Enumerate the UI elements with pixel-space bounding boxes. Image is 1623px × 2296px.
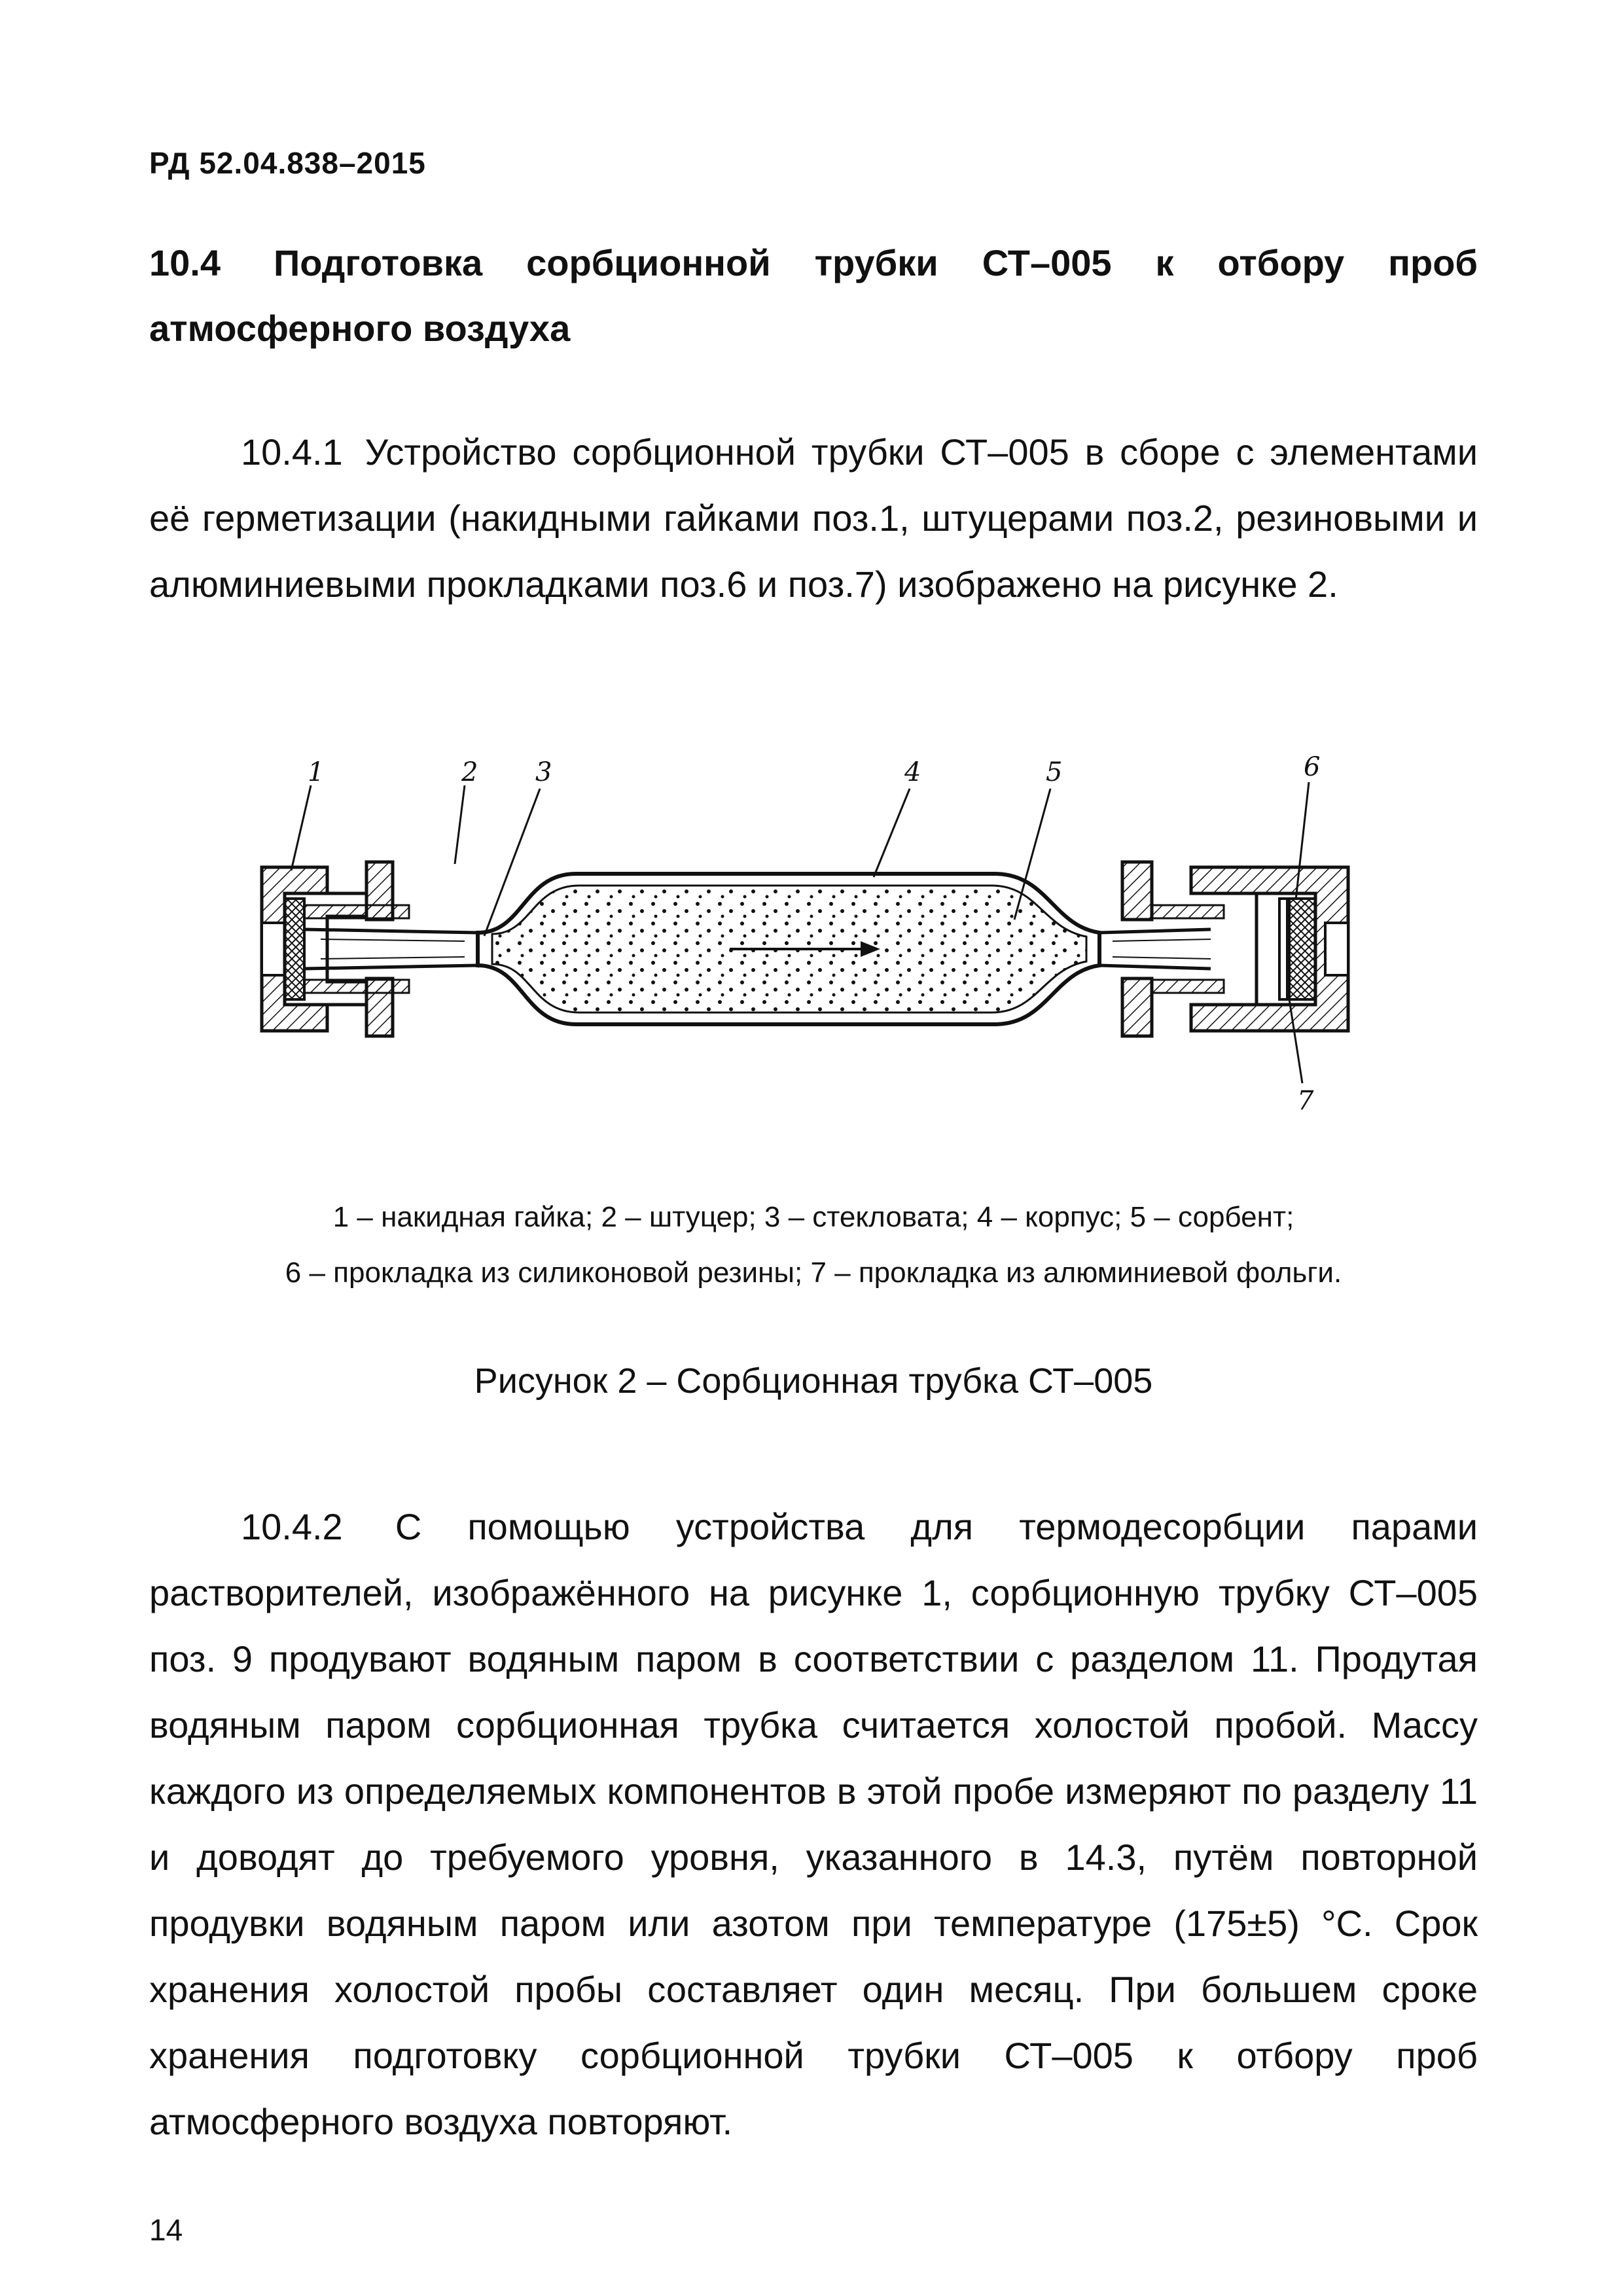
section-number: 10.4 xyxy=(149,242,221,283)
figure-label-5: 5 xyxy=(1046,757,1063,787)
left-cap-nut xyxy=(262,867,366,1031)
paragraph-text: С помощью устройства для термодесорбции парами растворителей, изображённого на рисунке 1, сорбционную трубку СТ–005 поз. 9 продувают водяным паром в соответствии с разделом 11. Продутая водяным паром сорбционная трубка считается холостой пробой. Массу каждого из определяемых компонентов в этой пробе измеряют по разделу 11 и доводят до требуемого уровня, указанного в 14.3, путём повторной продувки водяным паром или азотом при температуре (175±5) °С. Срок хранения холостой пробы составляет один месяц. При большем сроке хранения подготовку сорбционной трубки СТ–005 к отбору проб атмосферного воздуха повторяют. xyxy=(149,1506,1478,2142)
sorption-tube-drawing xyxy=(249,743,1361,1136)
figure-label-1: 1 xyxy=(308,757,325,787)
right-aluminum-gasket xyxy=(1279,899,1287,999)
right-neck-tube xyxy=(1099,929,1211,969)
figure-legend-line-1: 1 – накидная гайка; 2 – штуцер; 3 – стекловата; 4 – корпус; 5 – сорбент; xyxy=(332,1201,1294,1233)
page-number: 14 xyxy=(149,2213,183,2247)
paragraph-number: 10.4.1 xyxy=(241,431,343,473)
section-title-text: Подготовка сорбционной трубки СТ–005 к отбору проб атмосферного воздуха xyxy=(149,242,1478,349)
figure-title: Рисунок 2 – Сорбционная трубка СТ–005 xyxy=(474,1361,1153,1401)
document-code: РД 52.04.838–2015 xyxy=(149,146,426,180)
figure-label-7: 7 xyxy=(1297,1086,1314,1116)
paragraph-text: Устройство сорбционной трубки СТ–005 в сборе с элементами её герметизации (накидными гайками поз.1, штуцерами поз.2, резиновыми и алюминиевыми прокладками поз.6 и поз.7) изображено на рисунке 2. xyxy=(149,431,1478,605)
figure-legend-line-2: 6 – прокладка из силиконовой резины; 7 – прокладка из алюминиевой фольги. xyxy=(285,1257,1342,1289)
figure-label-4: 4 xyxy=(904,757,921,787)
right-silicone-gasket xyxy=(1289,899,1315,999)
section-heading xyxy=(149,230,1478,361)
figure-label-2: 2 xyxy=(461,757,478,787)
figure-label-3: 3 xyxy=(535,757,552,787)
figure-label-6: 6 xyxy=(1304,752,1321,782)
paragraph-10-4-1 xyxy=(149,419,1478,617)
sorption-tube-figure xyxy=(249,743,1361,1136)
right-cap-nut xyxy=(1191,867,1348,1031)
paragraph-number: 10.4.2 xyxy=(241,1506,343,1547)
left-neck-tube xyxy=(304,929,478,969)
left-silicone-gasket xyxy=(285,899,304,999)
paragraph-10-4-2 xyxy=(149,1494,1478,2155)
